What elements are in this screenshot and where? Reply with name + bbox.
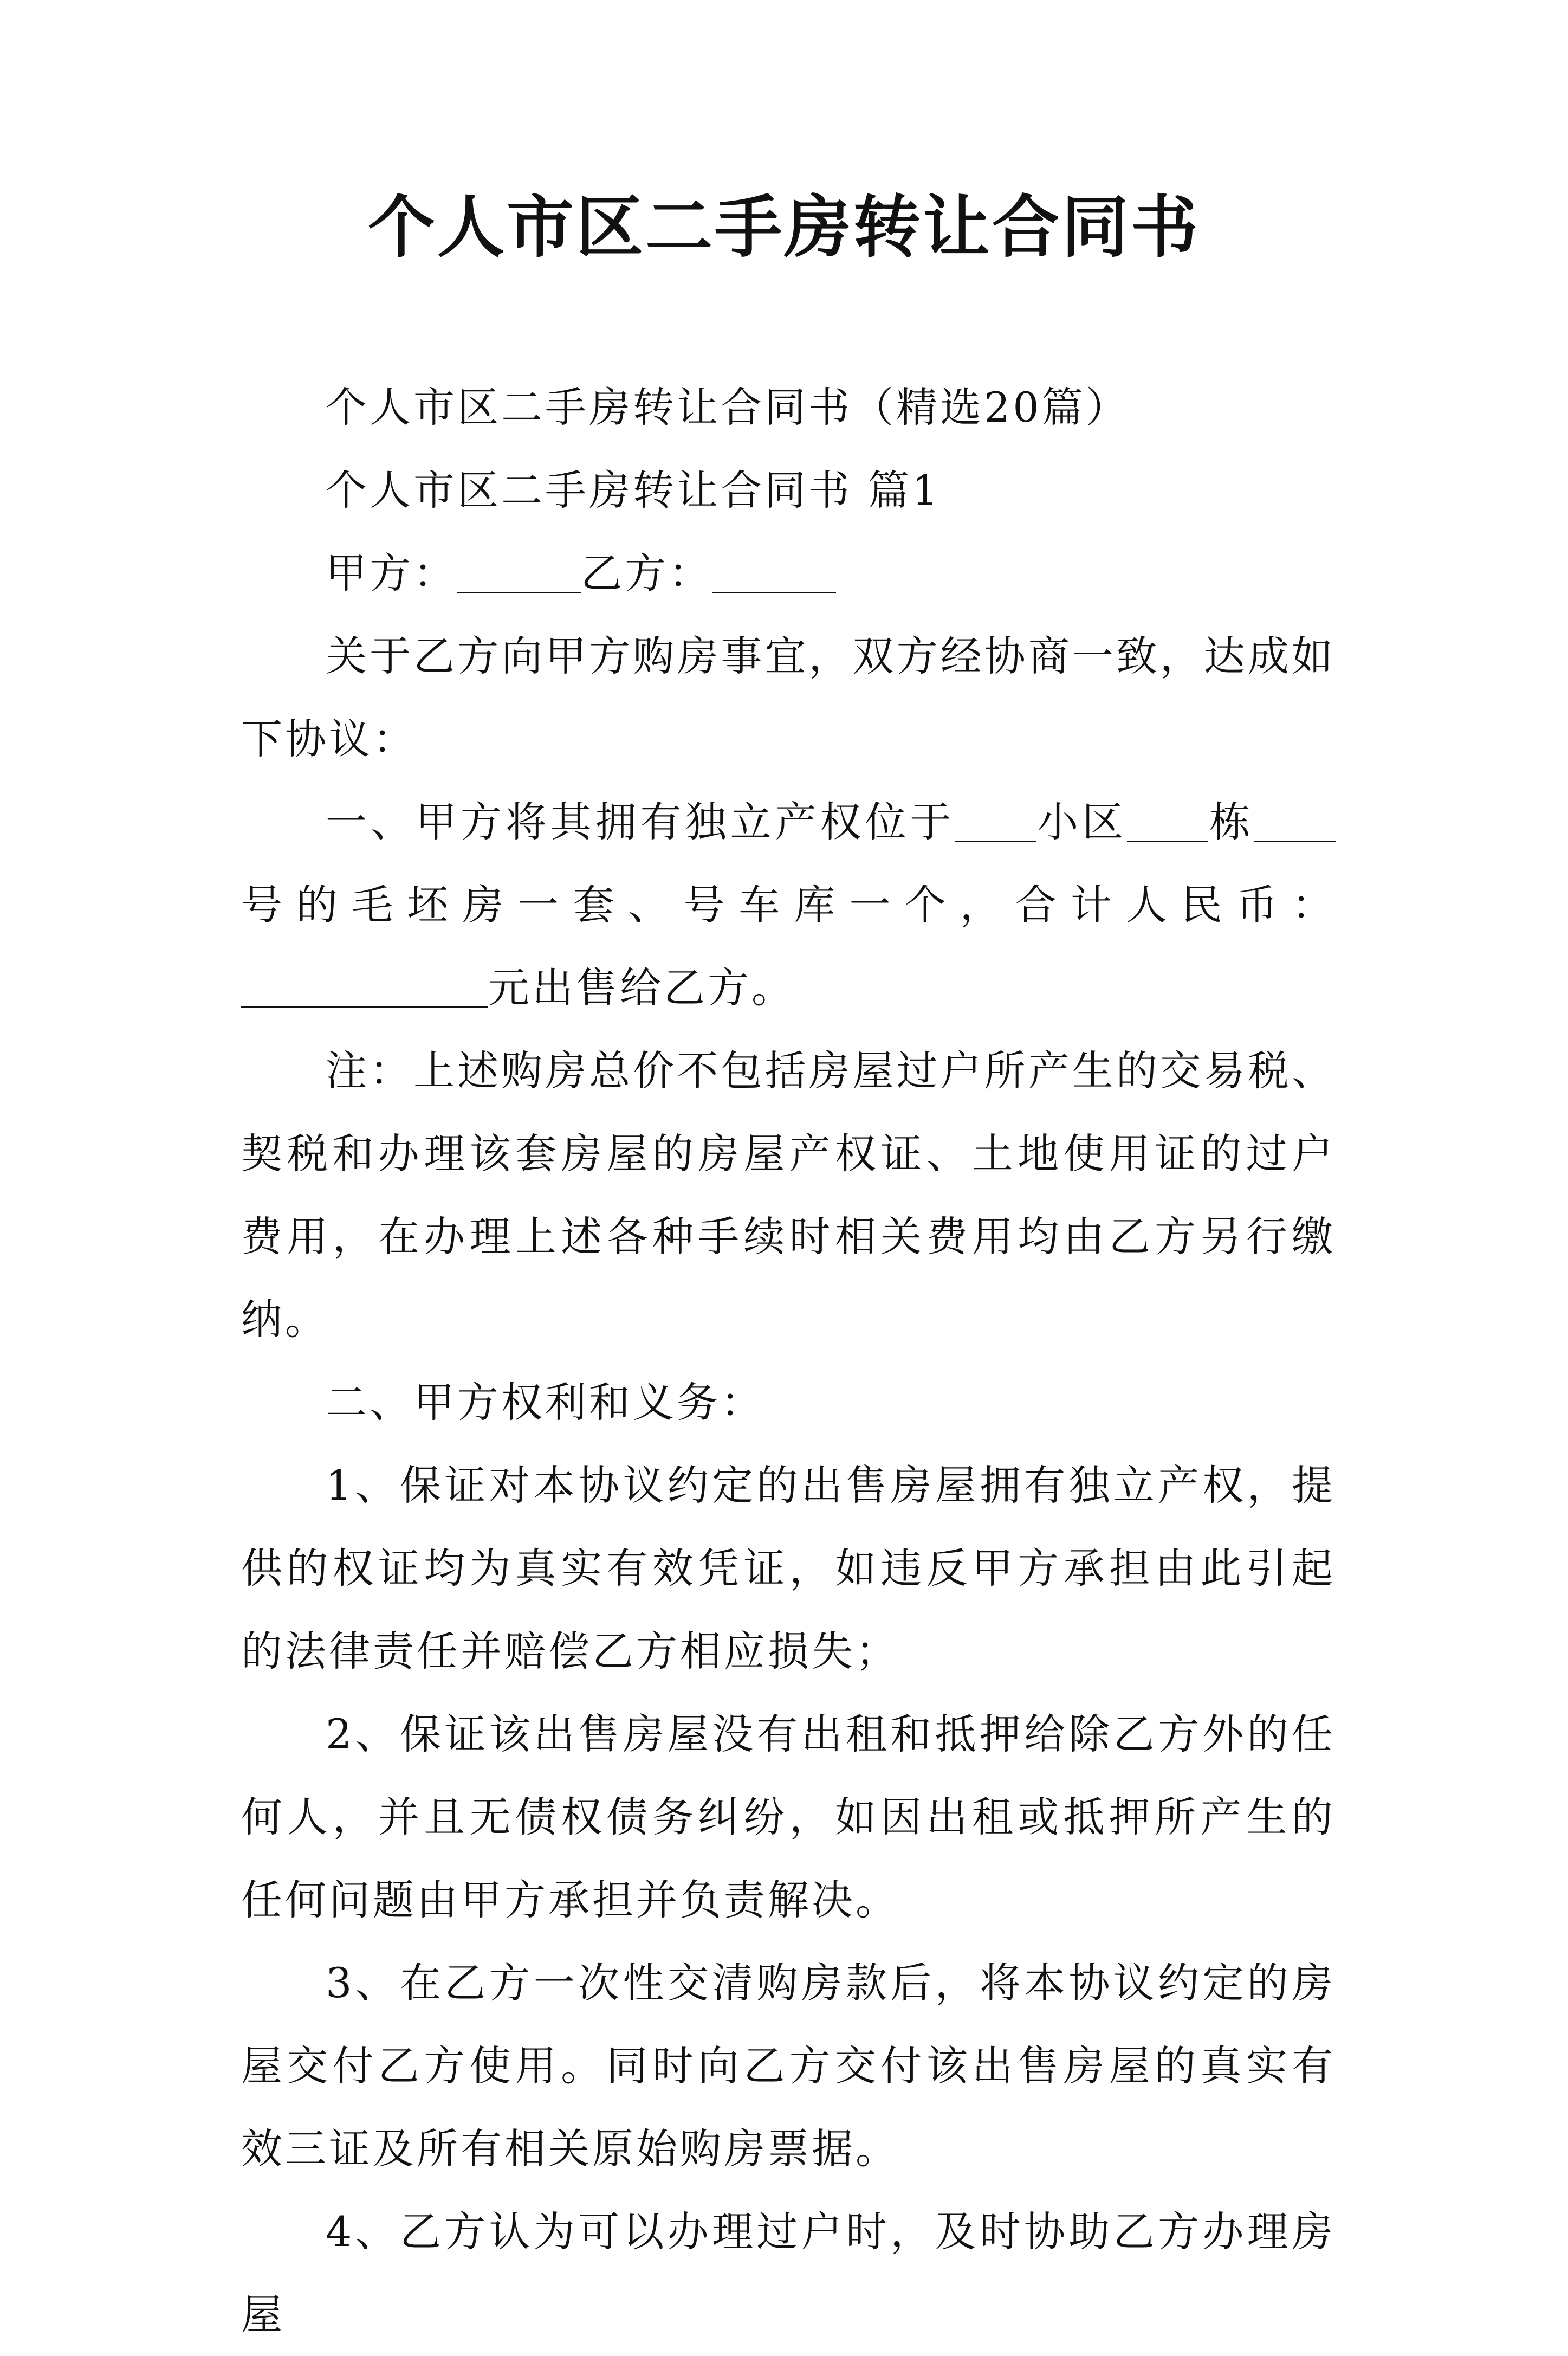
parties-line	[241, 532, 1336, 615]
price-blank	[241, 963, 488, 1008]
party-a-blank	[457, 548, 581, 593]
clause-1	[241, 780, 1336, 1029]
party-a-label: 甲方：	[326, 549, 457, 597]
clause-1-text-b: 小区	[1036, 798, 1128, 846]
clause-1-text-a: 一、甲方将其拥有独立产权位于	[326, 798, 955, 846]
intro-paragraph: 关于乙方向甲方购房事宜，双方经协商一致，达成如下协议：	[241, 632, 1336, 763]
party-b-label: 乙方：	[581, 549, 712, 597]
party-b-blank	[712, 548, 836, 593]
clause-2-item-1: 1、保证对本协议约定的出售房屋拥有独立产权，提供的权证均为真实有效凭证，如违反甲方承担由此引起的法律责任并赔偿乙方相应损失；	[241, 1461, 1336, 1675]
clause-1-text-c: 栋	[1208, 798, 1255, 846]
clause-1-text-e: 元出售给乙方。	[488, 964, 795, 1012]
community-blank	[955, 797, 1036, 842]
clause-1-text-d: 号的毛坯房一套、号车库一个，合计人民币：	[241, 881, 1336, 929]
section-heading: 个人市区二手房转让合同书 篇1	[326, 466, 941, 514]
clause-2-item-3: 3、在乙方一次性交清购房款后，将本协议约定的房屋交付乙方使用。同时向乙方交付该出售房屋的真实有效三证及所有相关原始购房票据。	[241, 1959, 1336, 2173]
building-blank	[1127, 797, 1208, 842]
document-body	[241, 366, 1336, 2356]
number-blank	[1254, 797, 1336, 842]
note-paragraph: 注：上述购房总价不包括房屋过户所产生的交易税、契税和办理该套房屋的房屋产权证、土地使用证的过户费用，在办理上述各种手续时相关费用均由乙方另行缴纳。	[241, 1047, 1336, 1344]
clause-2-item-4: 4、乙方认为可以办理过户时，及时协助乙方办理房屋	[241, 2207, 1336, 2339]
clause-2-heading: 二、甲方权利和义务：	[326, 1378, 764, 1426]
clause-2-item-2: 2、保证该出售房屋没有出租和抵押给除乙方外的任何人，并且无债权债务纠纷，如因出租或抵押所产生的任何问题由甲方承担并负责解决。	[241, 1710, 1336, 1924]
document-subtitle: 个人市区二手房转让合同书（精选20篇）	[326, 383, 1130, 431]
document-title: 个人市区二手房转让合同书	[367, 188, 1200, 267]
